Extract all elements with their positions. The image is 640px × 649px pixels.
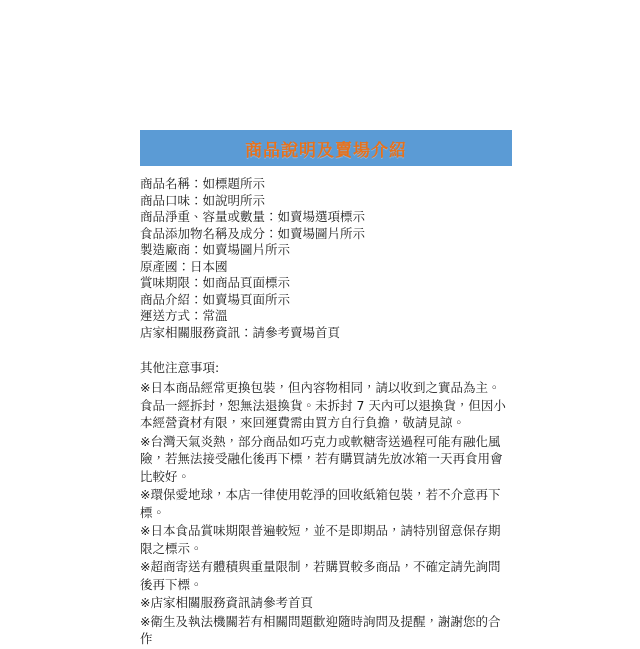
list-item: 店家相關服務資訊：請參考賣場首頁 bbox=[140, 324, 341, 340]
list-item: 原產國：日本國 bbox=[140, 258, 228, 274]
list-item: 商品介紹：如賣場頁面所示 bbox=[140, 291, 291, 307]
notes-list bbox=[140, 379, 512, 648]
list-item: ※台灣天氣炎熱，部分商品如巧克力或軟糖寄送過程可能有融化風險，若無法接受融化後再下標，若有購買請先放冰箱一天再食用會比較好。 bbox=[140, 433, 503, 484]
list-item: 商品淨重、容量或數量：如賣場選項標示 bbox=[140, 209, 366, 224]
list-item: 製造廠商：如賣場圖片所示 bbox=[140, 242, 291, 257]
section-banner bbox=[140, 130, 512, 166]
list-item: ※衛生及執法機關若有相關問題歡迎隨時詢問及提醒，謝謝您的合作 bbox=[140, 613, 501, 646]
list-item: 商品名稱：如標題所示 bbox=[140, 176, 266, 191]
list-item: ※日本商品經常更換包裝，但內容物相同，請以收到之實品為主。食品一經拆封，恕無法退換貨。未拆封 7 天內可以退換貨，但因小本經營資材有限，來回運費需由買方自行負擔，敬請見諒。 bbox=[140, 380, 506, 430]
list-item: ※日本食品賞味期限普遍較短，並不是即期品，請特別留意保存期限之標示。 bbox=[140, 523, 501, 556]
list-item: 食品添加物名稱及成分：如賣場圖片所示 bbox=[140, 225, 366, 241]
product-description-block bbox=[140, 130, 512, 649]
notes-title: 其他注意事項: bbox=[140, 360, 220, 375]
list-item: 賞味期限：如商品頁面標示 bbox=[140, 275, 291, 290]
notes-section bbox=[140, 359, 512, 648]
list-item: ※超商寄送有體積與重量限制，若購買較多商品，不確定請先詢問後再下標。 bbox=[140, 559, 501, 592]
list-item: 商品口味：如說明所示 bbox=[140, 192, 266, 208]
list-item: ※環保愛地球，本店一律使用乾淨的回收紙箱包裝，若不介意再下標。 bbox=[140, 487, 501, 520]
product-spec-list bbox=[140, 176, 512, 341]
banner-title: 商品說明及賣場介紹 bbox=[245, 140, 407, 161]
list-item: ※店家相關服務資訊請參考首頁 bbox=[140, 595, 313, 610]
list-item: 運送方式：常溫 bbox=[140, 308, 228, 323]
